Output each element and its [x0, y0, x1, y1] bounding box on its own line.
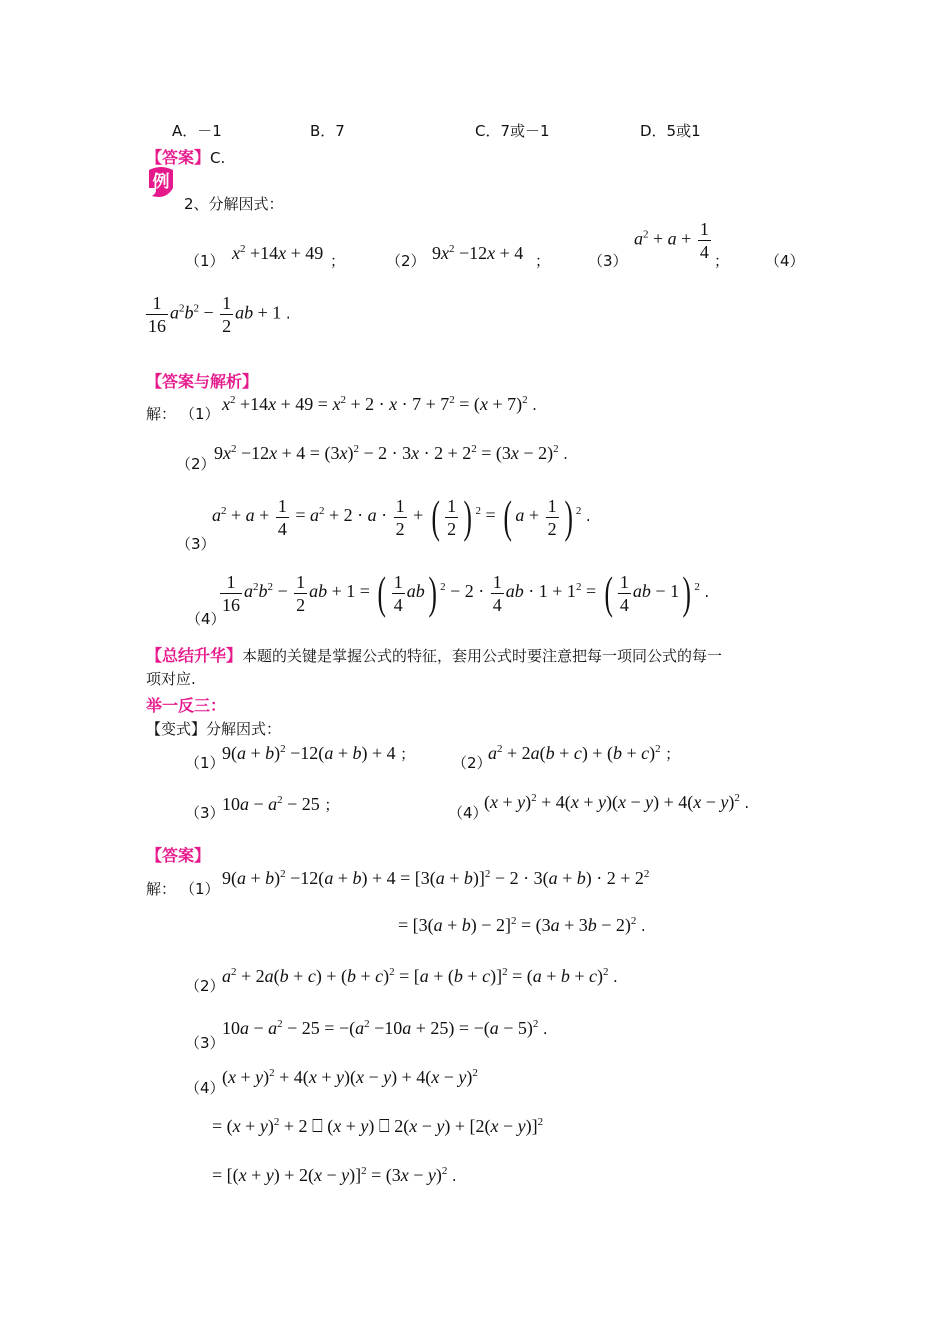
example-badge-icon [146, 166, 176, 200]
answer-1 [146, 145, 225, 168]
label-3: （3） [185, 804, 225, 822]
summary [146, 643, 722, 666]
summary-tag: 【总结升华】 [146, 646, 243, 665]
label-3: （3） [588, 252, 628, 270]
variant-2: $a^2 + 2a(b + c) + (b + c)^2$ ； [488, 743, 681, 763]
label-2: （2） [176, 455, 216, 473]
problem-3: $a^2 + a$ + $\frac{1}{4}$ [634, 219, 709, 262]
practice-title: 【变式】分解因式： [146, 720, 282, 738]
label-4: （4） [186, 610, 226, 628]
solution-1: $x^2 +14x + 49 = x^2 + 2 \cdot x \cdot 7 + 7^2 = (x + 7)^2$ . [222, 394, 537, 414]
example-title: 2、分解因式： [184, 195, 284, 213]
label-2: （2） [452, 754, 492, 772]
problem-1: $x^2 +14x + 49$ [232, 243, 324, 263]
option-c: C．7或－1 [475, 122, 550, 140]
option-b: B．7 [310, 122, 345, 140]
sep: ； [714, 252, 730, 270]
variant-1: $9(a + b)^2 -12(a + b) + 4$ ； [222, 743, 416, 763]
variant-solution-4c: = $[(x + y) + 2(x - y)]^2 = (3x - y)^2$ . [212, 1165, 457, 1185]
label-1: （1） [180, 405, 220, 423]
variant-solution-1a: $9(a + b)^2 -12(a + b) + 4 = [3(a + b)]^2 - 2 \cdot 3(a + b) \cdot 2 + 2^2$ [222, 868, 650, 888]
jie-label: 解： [146, 405, 177, 423]
summary-line-2: 项对应. [146, 670, 196, 688]
solution-2: $9x^2 -12x + 4 = (3x)^2 - 2 \cdot 3x \cdot 2 + 2^2 = (3x - 2)^2$ . [214, 443, 568, 463]
jie-label: 解： [146, 880, 177, 898]
problem-4: $\frac{1}{16}$ $a^2b^2$ − $\frac{1}{2}$ ab + 1 . [148, 293, 291, 336]
variant-solution-4b: = $(x + y)^2 + 2$ ⎕ (x + y) ⎕ $2(x - y) + [2(x - y)]^2$ [212, 1116, 544, 1136]
option-d: D．5或1 [640, 122, 701, 140]
sep: ； [535, 252, 551, 270]
label-2: （2） [386, 252, 426, 270]
variant-solution-2: $a^2 + 2a(b + c) + (b + c)^2 = [a + (b + c)]^2 = (a + b + c)^2$ . [222, 966, 618, 986]
answer-tag: 【答案】 [146, 148, 211, 167]
sep: ； [330, 252, 346, 270]
variant-solution-3: $10a - a^2 - 25 = -(a^2 -10a + 25) = -(a - 5)^2$ . [222, 1018, 548, 1038]
problem-2: $9x^2 -12x + 4$ [432, 243, 524, 263]
summary-line-1: 本题的关键是掌握公式的特征，套用公式时要注意把每一项同公式的每一 [242, 647, 723, 665]
label-4: （4） [185, 1079, 225, 1097]
label-1: （1） [185, 252, 225, 270]
answer-value: C. [210, 149, 226, 167]
answer-analysis-tag: 【答案与解析】 [146, 372, 259, 391]
label-4: （4） [765, 252, 805, 270]
label-4: （4） [448, 804, 488, 822]
variant-3: $10a - a^2 - 25$ ； [222, 794, 340, 814]
solution-4: $\frac{1}{16}$ $a^2b^2$ − $\frac{1}{2}$ ab + 1 = ( $\frac{1}{4}$ ab) $^2$ − 2 · $\frac{1}{4}$ ab · $1 + 1^2$ = ( $\frac{1}{4}$ ab − 1) $^2$ . [222, 567, 710, 618]
example-badge-text: 例 [152, 172, 170, 192]
variant-4: $(x + y)^2 + 4(x + y)(x - y) + 4(x - y)^2$ . [484, 792, 750, 812]
practice-tag: 举一反三： [146, 696, 227, 715]
label-3: （3） [185, 1034, 225, 1052]
variant-solution-4a: $(x + y)^2 + 4(x + y)(x - y) + 4(x - y)^2$ [222, 1067, 478, 1087]
variant-solution-1b: = $[3(a + b) - 2]^2 = (3a + 3b - 2)^2$ . [398, 915, 646, 935]
solution-3: $a^2 + a$ + $\frac{1}{4}$ = $a^2 + 2 \cdot a$ · $\frac{1}{2}$ + ( $\frac{1}{2}$ ) $^2$ = ( a + $\frac{1}{2}$ ) $^2$ . [212, 491, 591, 542]
label-1: （1） [180, 880, 220, 898]
option-a: A．－1 [172, 122, 222, 140]
answer-3-tag: 【答案】 [146, 846, 211, 865]
label-1: （1） [185, 754, 225, 772]
label-2: （2） [185, 977, 225, 995]
label-3: （3） [176, 535, 216, 553]
